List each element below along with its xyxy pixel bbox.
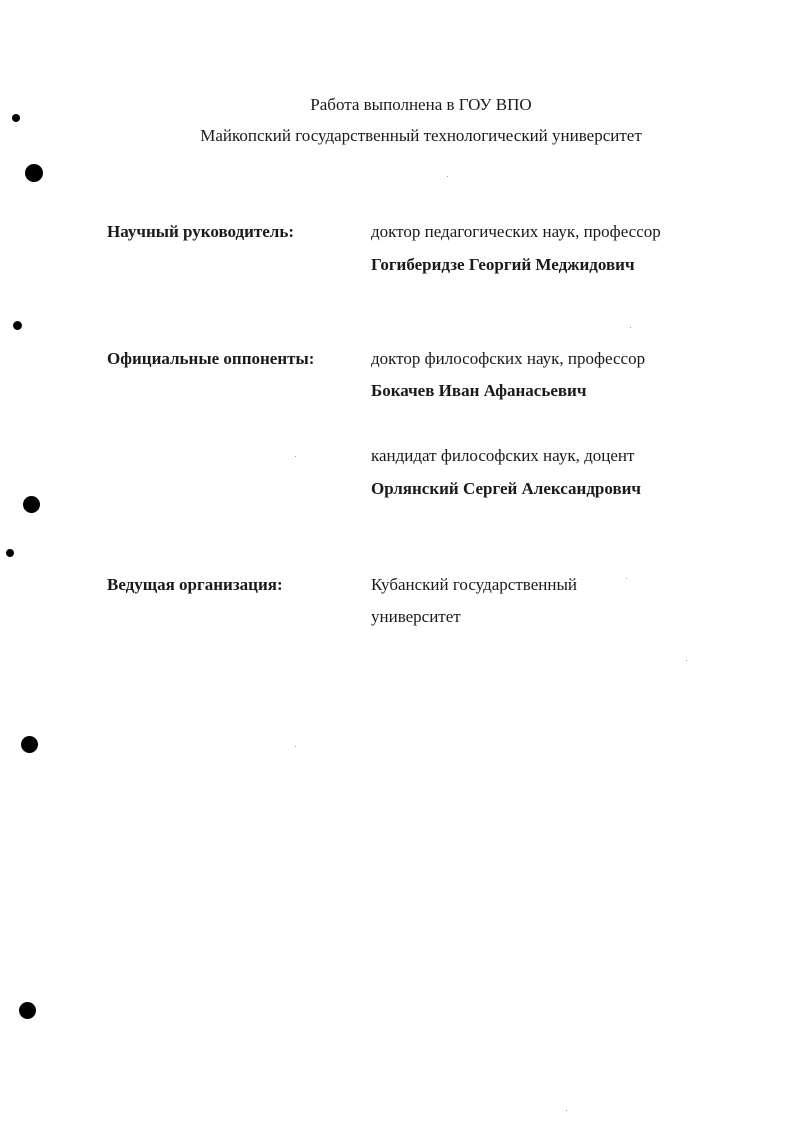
scan-speck	[447, 176, 448, 177]
leading-org-line-1: Кубанский государственный	[371, 575, 577, 594]
opponents-label: Официальные оппоненты:	[107, 349, 315, 368]
scan-speck	[566, 1110, 567, 1111]
supervisor-name: Гогиберидзе Георгий Меджидович	[371, 255, 635, 274]
opponent-1-name: Бокачев Иван Афанасьевич	[371, 381, 587, 400]
punch-hole-mark	[13, 321, 22, 330]
punch-hole-mark	[6, 549, 14, 557]
punch-hole-mark	[19, 1002, 36, 1019]
scan-speck	[626, 578, 627, 579]
supervisor-title: доктор педагогических наук, профессор	[371, 222, 661, 241]
supervisor-label: Научный руководитель:	[107, 222, 294, 241]
opponent-2-title: кандидат философских наук, доцент	[371, 446, 635, 465]
opponent-1-title: доктор философских наук, профессор	[371, 349, 646, 368]
scan-speck	[295, 746, 296, 747]
punch-hole-mark	[23, 496, 40, 513]
punch-hole-mark	[12, 114, 20, 122]
header-line-1: Работа выполнена в ГОУ ВПО	[310, 95, 532, 114]
punch-hole-mark	[21, 736, 38, 753]
leading-org-line-2: университет	[371, 607, 461, 626]
scan-speck	[295, 456, 296, 457]
punch-hole-mark	[25, 164, 43, 182]
header-line-2: Майкопский государственный технологический университет	[200, 126, 642, 145]
leading-org-label: Ведущая организация:	[107, 575, 283, 594]
opponent-2-name: Орлянский Сергей Александрович	[371, 479, 642, 498]
scan-speck	[686, 660, 687, 661]
scan-speck	[630, 327, 631, 328]
